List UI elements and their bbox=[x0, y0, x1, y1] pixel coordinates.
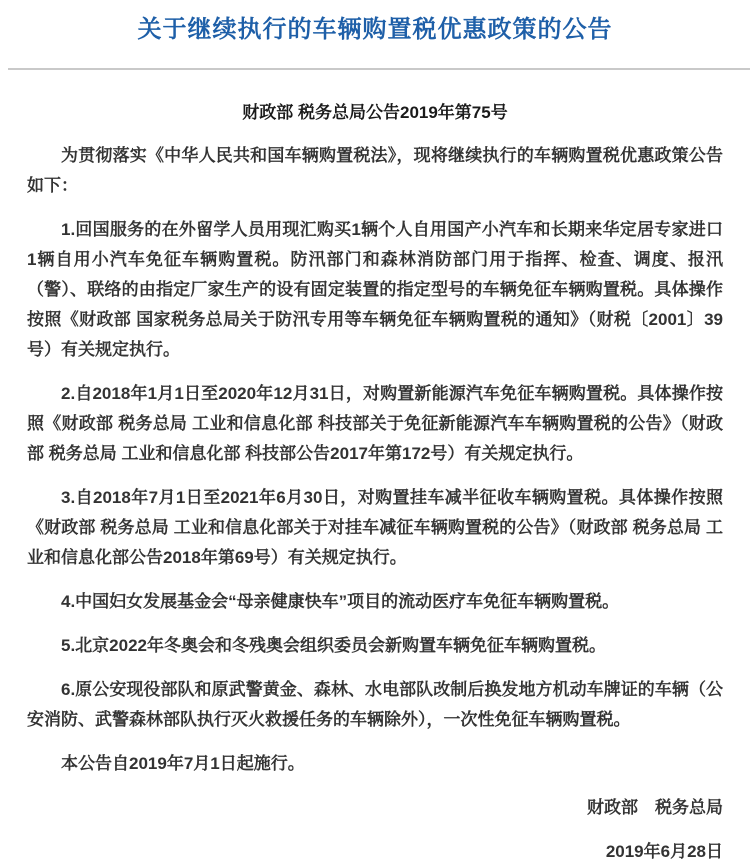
signature: 财政部 税务总局 bbox=[587, 798, 723, 817]
document-body bbox=[0, 141, 750, 867]
intro-paragraph: 为贯彻落实《中华人民共和国车辆购置税法》，现将继续执行的车辆购置税优惠政策公告如下： bbox=[27, 146, 723, 195]
title-divider bbox=[8, 68, 750, 70]
page-title: 关于继续执行的车辆购置税优惠政策的公告 bbox=[137, 16, 613, 43]
policy-item-1: 1.回国服务的在外留学人员用现汇购买1辆个人自用国产小汽车和长期来华定居专家进口1辆自用小汽车免征车辆购置税。防汛部门和森林消防部门用于指挥、检查、调度、报汛（警）、联络的由指定厂家生产的设有固定装置的指定型号的车辆免征车辆购置税。具体操作按照《财政部 国家税务总局关于防汛专用等车辆免征车辆购置税的通知》（财税〔2001〕39号）有关规定执行。 bbox=[27, 220, 723, 359]
policy-item-2: 2.自2018年1月1日至2020年12月31日，对购置新能源汽车免征车辆购置税。具体操作按照《财政部 税务总局 工业和信息化部 科技部关于免征新能源汽车车辆购置税的公告》（财政部 税务总局 工业和信息化部 科技部公告2017年第172号）有关规定执行。 bbox=[27, 384, 723, 463]
publish-date: 2019年6月28日 bbox=[605, 842, 723, 861]
policy-item-4: 4.中国妇女发展基金会“母亲健康快车”项目的流动医疗车免征车辆购置税。 bbox=[61, 592, 620, 611]
policy-item-5: 5.北京2022年冬奥会和冬残奥会组织委员会新购置车辆免征车辆购置税。 bbox=[61, 636, 606, 655]
policy-item-3: 3.自2018年7月1日至2021年6月30日，对购置挂车减半征收车辆购置税。具体操作按照《财政部 税务总局 工业和信息化部关于对挂车减征车辆购置税的公告》（财政部 税务总局 工业和信息化部公告2018年第69号）有关规定执行。 bbox=[27, 488, 723, 567]
policy-item-6: 6.原公安现役部队和原武警黄金、森林、水电部队改制后换发地方机动车牌证的车辆（公安消防、武警森林部队执行灭火救援任务的车辆除外），一次性免征车辆购置税。 bbox=[27, 680, 723, 729]
doc-number: 财政部 税务总局公告2019年第75号 bbox=[242, 103, 508, 122]
effective-date-paragraph: 本公告自2019年7月1日起施行。 bbox=[61, 754, 305, 773]
